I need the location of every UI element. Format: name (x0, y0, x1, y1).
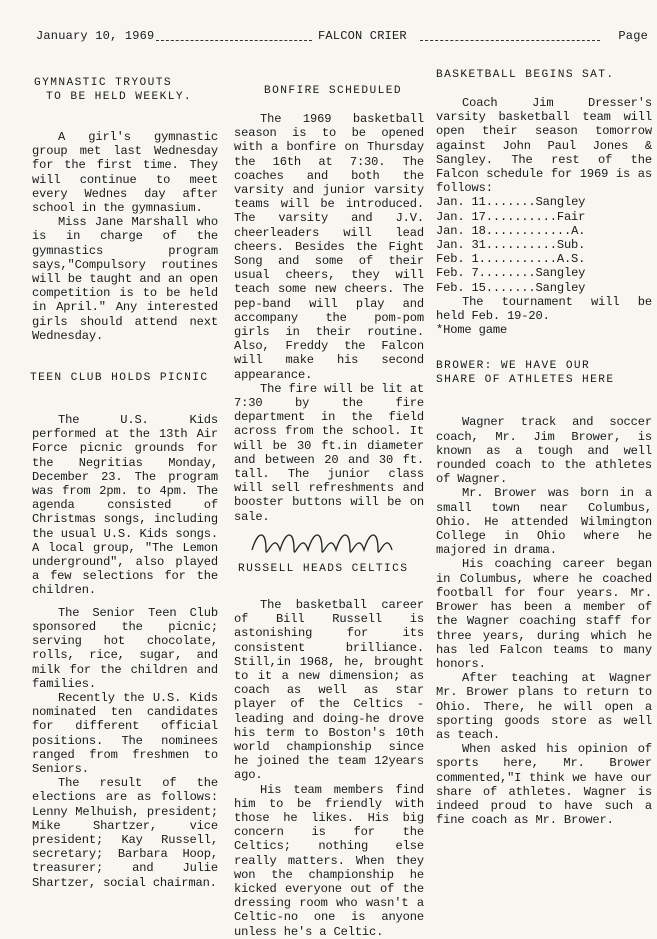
masthead-rule-left (156, 40, 312, 41)
teen-club-headline: TEEN CLUB HOLDS PICNIC (30, 372, 209, 385)
gymnastics-article (32, 130, 218, 343)
column-middle (234, 62, 424, 939)
schedule-date: Feb. 15 (436, 280, 486, 295)
bonfire-headline: BONFIRE SCHEDULED (264, 85, 402, 97)
column-right (436, 62, 652, 856)
teen-club-paragraph-2: The Senior Teen Club sponsored the picnic; serving hot chocolate, rolls, rice, sugar, and milk for the children and families. (32, 605, 218, 691)
russell-paragraph-1: The basketball career of Bill Russell is astonishing for its consistent brilliance. Still,in 1968, he, brought to it a new dimension; as coach as well as star player of the Celtics -leading and doing-he drove his term to Boston's 10th world championship since he joined the team 12years ago. (234, 597, 424, 783)
basketball-paragraph-1: Coach Jim Dresser's varsity basketball team will open their season tomorrow against John Paul Jones & Sangley. The rest of the Falcon schedule for 1969 is as follows: (436, 96, 652, 196)
basketball-schedule (436, 195, 652, 294)
schedule-date: Feb. 7 (436, 266, 479, 281)
brower-headline-line-2: SHARE OF ATHLETES HERE (436, 374, 615, 387)
teen-club-article (32, 413, 218, 890)
schedule-row (436, 224, 652, 238)
page-label: Page (618, 29, 648, 43)
schedule-date: Feb. 1 (436, 252, 479, 267)
schedule-date: Jan. 11 (436, 195, 486, 210)
schedule-leader-dots: ............ (485, 223, 572, 238)
basketball-headline: BASKETBALL BEGINS SAT. (436, 69, 615, 81)
schedule-row (436, 210, 652, 224)
schedule-opponent: Sangley (535, 280, 586, 295)
paper-name: FALCON CRIER (318, 29, 407, 43)
teen-club-paragraph-4: The result of the elections are as follows: Lenny Melhuish, president; Mike Shartzer, vice president; Kay Russell, secretary; Barbara Hoop, treasurer; and Julie Shartzer, social chairman. (32, 776, 218, 890)
brower-headline-line-1: BROWER: WE HAVE OUR (436, 360, 591, 373)
gymnastics-paragraph-2: Miss Jane Marshall who is in charge of the gymnastics program says,"Compulsory routines will be taught and an open competition is to be held in April." Any interested girls should attend next Wednesday. (32, 215, 218, 343)
gymnastics-headline (34, 76, 218, 104)
schedule-row (436, 281, 652, 295)
russell-headline: RUSSELL HEADS CELTICS (238, 562, 409, 575)
schedule-leader-dots: ....... (485, 280, 536, 295)
bonfire-article (234, 112, 424, 524)
schedule-opponent: Sangley (535, 195, 586, 210)
basketball-paragraph-2: The tournament will be held Feb. 19-20. (436, 294, 652, 324)
brower-paragraph-3: His coaching career began in Columbus, where he coached football for four years. Mr. Brower has been a member of the Wagner coaching staff for three years, during which he has led Falcon teams to many honors. (436, 557, 652, 671)
masthead (36, 28, 648, 44)
schedule-leader-dots: .......... (485, 238, 557, 253)
schedule-leader-dots: ........ (478, 266, 536, 281)
schedule-row (436, 252, 652, 266)
brower-paragraph-4: After teaching at Wagner Mr. Brower plans to return to Ohio. There, he will open a sporting goods store as well as teach. (436, 671, 652, 742)
schedule-opponent: Fair (556, 209, 586, 224)
brower-paragraph-5: When asked his opinion of sports here, Mr. Brower commented,"I think we have our share of athletes. Wagner is indeed proud to have such a fine coach as Mr. Brower. (436, 742, 652, 828)
brower-article (436, 415, 652, 827)
schedule-row (436, 195, 652, 209)
bonfire-paragraph-2: The fire will be lit at 7:30 by the fire department in the field across from the school. It will be 30 ft.in diameter and between 20 and 30 ft. tall. The junior class will sell refreshments and booster buttons will be on sale. (234, 381, 424, 524)
schedule-leader-dots: ....... (485, 195, 536, 210)
schedule-opponent: A.S. (556, 252, 586, 267)
bonfire-paragraph-1: The 1969 basketball season is to be opened with a bonfire on Thursday the 16th at 7:30. The coaches and both the varsity and junior varsity teams will be introduced. The varsity and J.V. cheerleaders will lead cheers. Besides the Fight Song and some of their usual cheers, they will teach some new cheers. The pep-band will play and accompany the pom-pom girls in their routine. Also, Freddy the Falcon will make his second appearance. (234, 112, 424, 382)
schedule-opponent: Sub. (556, 238, 586, 253)
basketball-article (436, 96, 652, 337)
schedule-date: Jan. 18 (436, 223, 486, 238)
teen-club-paragraph-3: Recently the U.S. Kids nominated ten candidates for different official positions. The nominees ranged from freshmen to Seniors. (32, 690, 218, 776)
schedule-row (436, 266, 652, 280)
gymnastics-paragraph-1: A girl's gymnastic group met last Wednesday for the first time. They will continue to meet every Wednes day after school in the gymnasium. (32, 130, 218, 216)
schedule-leader-dots: .......... (485, 209, 557, 224)
gymnastics-headline-line-2: TO BE HELD WEEKLY. (46, 91, 193, 103)
column-left (30, 62, 218, 890)
brower-headline (436, 359, 652, 387)
schedule-opponent: A. (571, 223, 586, 238)
gymnastics-headline-line-1: GYMNASTIC TRYOUTS (34, 77, 172, 89)
brower-paragraph-2: Mr. Brower was born in a small town near Columbus, Ohio. He attended Wilmington College in Ohio where he majored in drama. (436, 486, 652, 558)
schedule-row (436, 238, 652, 252)
teen-club-paragraph-1: The U.S. Kids performed at the 13th Air Force picnic grounds for the Negritias Monday, December 23. The program was from 2pm. to 4pm. The agenda consisted of Christmas songs, including the usual U.S. Kids songs. A local group, "The Lemon underground", also played a few selections for the children. (32, 413, 218, 598)
schedule-date: Jan. 17 (436, 209, 486, 224)
russell-paragraph-2: His team members find him to be friendly with those he likes. His big concern is for the Celtics; nothing else really matters. When they won the championship he kicked everyone out of the dressing room who wasn't a Celtic-no one is anyone unless he's a Celtic. (234, 782, 424, 939)
russell-article (234, 598, 424, 939)
decorative-squiggle-divider (248, 534, 398, 556)
schedule-opponent: Sangley (535, 266, 586, 281)
issue-date: January 10, 1969 (36, 29, 155, 43)
masthead-rule-right (420, 40, 600, 41)
schedule-leader-dots: ........... (478, 252, 557, 267)
home-game-note: *Home game (436, 323, 508, 338)
schedule-date: Jan. 31 (436, 238, 486, 253)
brower-paragraph-1: Wagner track and soccer coach, Mr. Jim Brower, is known as a tough and well rounded coach to the athletes of Wagner. (436, 415, 652, 487)
